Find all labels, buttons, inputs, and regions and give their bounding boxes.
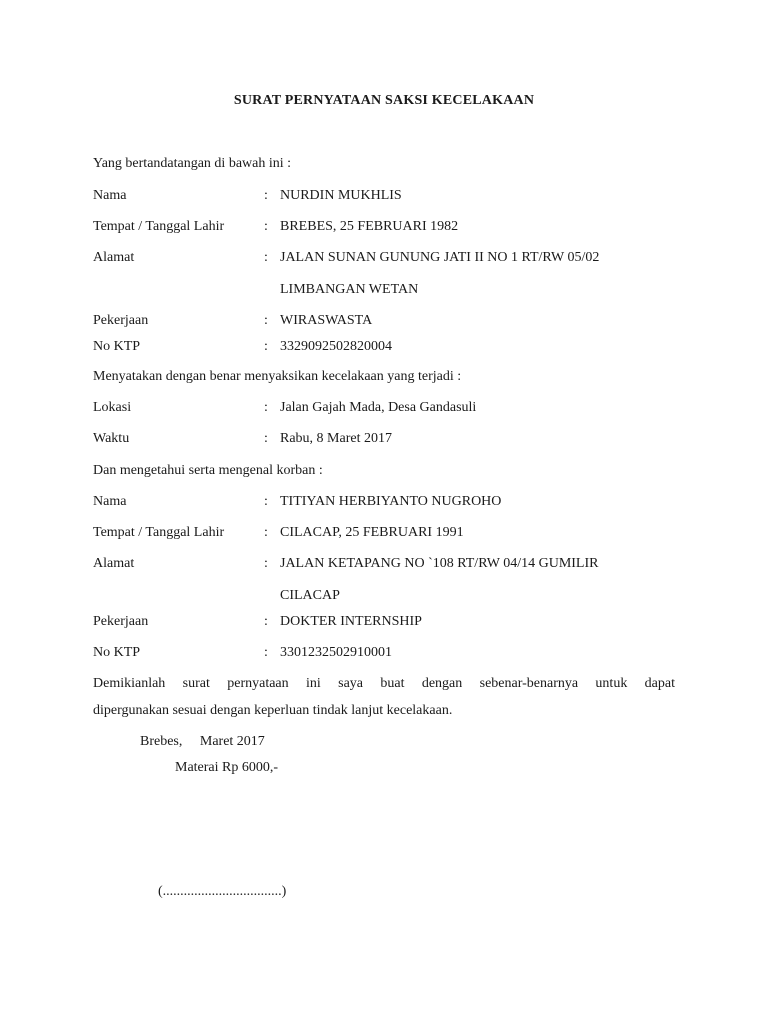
signature-line: (..................................): [158, 884, 287, 899]
victim-address-row: [93, 556, 683, 576]
colon: :: [264, 400, 268, 415]
field-label: Tempat / Tanggal Lahir: [93, 525, 225, 540]
field-value: JALAN SUNAN GUNUNG JATI II NO 1 RT/RW 05/02: [280, 250, 600, 265]
witness-name-row: [93, 188, 683, 208]
victim-birth-row: [93, 525, 683, 545]
field-label: Pekerjaan: [93, 313, 149, 328]
incident-time-row: [93, 431, 683, 451]
field-value: Rabu, 8 Maret 2017: [280, 431, 392, 446]
colon: :: [264, 431, 268, 446]
colon: :: [264, 313, 268, 328]
colon: :: [264, 188, 268, 203]
colon: :: [264, 614, 268, 629]
witness-address-row: [93, 250, 683, 270]
field-value: JALAN KETAPANG NO `108 RT/RW 04/14 GUMILIR: [280, 556, 599, 571]
victim-intro-text: Dan mengetahui serta mengenal korban :: [93, 463, 323, 478]
field-value: Jalan Gajah Mada, Desa Gandasuli: [280, 400, 477, 415]
field-value: CILACAP, 25 FEBRUARI 1991: [280, 525, 464, 540]
colon: :: [264, 250, 268, 265]
colon: :: [264, 339, 268, 354]
place-date: Brebes, Maret 2017: [140, 734, 265, 749]
witness-job-row: [93, 313, 683, 333]
field-label: Lokasi: [93, 400, 132, 415]
victim-address-continuation: CILACAP: [280, 588, 340, 603]
materai-note: Materai Rp 6000,-: [175, 760, 279, 775]
field-label: Alamat: [93, 556, 135, 571]
colon: :: [264, 645, 268, 660]
field-label: Waktu: [93, 431, 130, 446]
field-value: 3329092502820004: [280, 339, 392, 354]
field-value: WIRASWASTA: [280, 313, 373, 328]
closing-paragraph-line-2: dipergunakan sesuai dengan keperluan tindak lanjut kecelakaan.: [93, 703, 453, 718]
field-label: Alamat: [93, 250, 135, 265]
colon: :: [264, 494, 268, 509]
field-value: 3301232502910001: [280, 645, 392, 660]
field-value: BREBES, 25 FEBRUARI 1982: [280, 219, 459, 234]
statement-text: Menyatakan dengan benar menyaksikan kecelakaan yang terjadi :: [93, 369, 462, 384]
intro-text: Yang bertandatangan di bawah ini :: [93, 156, 292, 171]
witness-ktp-row: [93, 339, 683, 359]
victim-name-row: [93, 494, 683, 514]
field-value: DOKTER INTERNSHIP: [280, 614, 422, 629]
victim-job-row: [93, 614, 683, 634]
document-title: SURAT PERNYATAAN SAKSI KECELAKAAN: [233, 93, 535, 108]
colon: :: [264, 219, 268, 234]
field-value: TITIYAN HERBIYANTO NUGROHO: [280, 494, 502, 509]
field-label: Nama: [93, 188, 127, 203]
colon: :: [264, 525, 268, 540]
field-label: Pekerjaan: [93, 614, 149, 629]
witness-birth-row: [93, 219, 683, 239]
field-label: No KTP: [93, 645, 141, 660]
field-label: Nama: [93, 494, 127, 509]
colon: :: [264, 556, 268, 571]
field-label: Tempat / Tanggal Lahir: [93, 219, 225, 234]
field-value: NURDIN MUKHLIS: [280, 188, 402, 203]
incident-location-row: [93, 400, 683, 420]
victim-ktp-row: [93, 645, 683, 665]
closing-paragraph-line-1: Demikianlah surat pernyataan ini saya buat dengan sebenar-benarnya untuk dapat: [93, 676, 675, 691]
field-label: No KTP: [93, 339, 141, 354]
witness-address-continuation: LIMBANGAN WETAN: [280, 282, 419, 297]
